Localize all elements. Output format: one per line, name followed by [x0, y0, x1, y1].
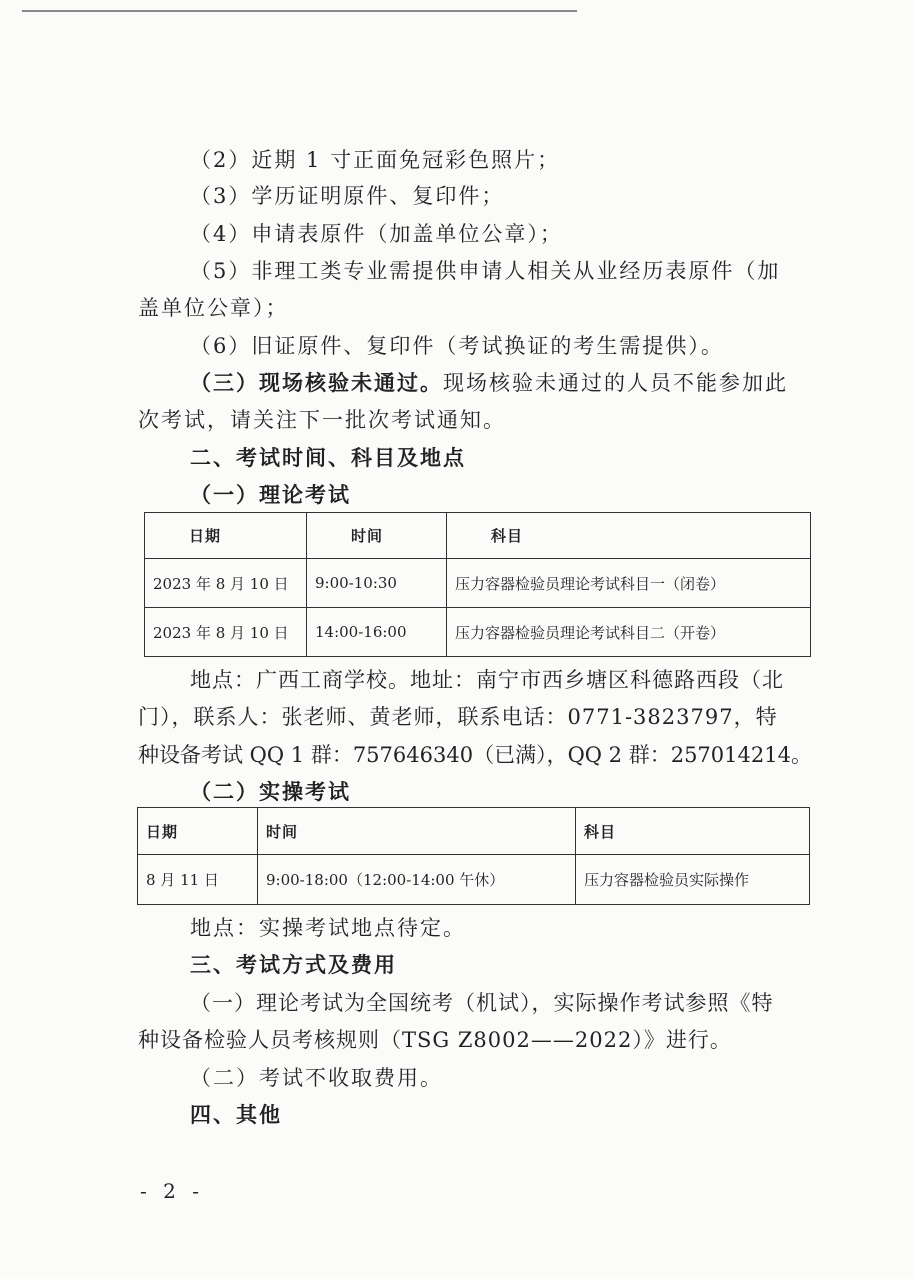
heading-theory-exam: （一）理论考试	[190, 482, 351, 507]
section3-title: （三）现场核验未通过。	[190, 370, 443, 395]
table-row	[138, 855, 810, 905]
cell-date: 2023 年 8 月 10 日	[145, 559, 307, 608]
header-date: 日期	[138, 808, 258, 855]
item-2: （2）近期 1 寸正面免冠彩色照片；	[190, 148, 561, 172]
header-subject: 科目	[576, 808, 810, 855]
header-subject: 科目	[447, 513, 811, 559]
header-time: 时间	[307, 513, 447, 559]
header-time: 时间	[258, 808, 576, 855]
section3-text: 现场核验未通过的人员不能参加此	[443, 371, 788, 395]
header-date: 日期	[145, 513, 307, 559]
cell-date: 2023 年 8 月 10 日	[145, 608, 307, 657]
method-paragraph-line2: 种设备检验人员考核规则（TSG Z8002——2022）》进行。	[138, 1028, 732, 1052]
heading-exam-method: 三、考试方式及费用	[190, 952, 397, 977]
theory-location-line2: 门），联系人：张老师、黄老师，联系电话：0771-3823797，特	[138, 705, 778, 729]
method-fee: （二）考试不收取费用。	[190, 1066, 443, 1090]
theory-location-line1: 地点：广西工商学校。地址：南宁市西乡塘区科德路西段（北	[190, 668, 784, 692]
item-4: （4）申请表原件（加盖单位公章）；	[190, 222, 563, 246]
cell-subject: 压力容器检验员实际操作	[576, 855, 810, 905]
item-3: （3）学历证明原件、复印件；	[190, 184, 505, 208]
section3-paragraph	[190, 368, 788, 398]
practical-location: 地点：实操考试地点待定。	[190, 916, 466, 940]
theory-location-line3: 种设备考试 QQ 1 群：757646340（已满），QQ 2 群：257014214。	[138, 743, 812, 767]
heading-exam-schedule: 二、考试时间、科目及地点	[190, 445, 466, 470]
cell-subject: 压力容器检验员理论考试科目二（开卷）	[447, 608, 811, 657]
page-number: - 2 -	[140, 1179, 204, 1203]
section3-text-line2: 次考试，请关注下一批次考试通知。	[138, 408, 506, 432]
table-row	[145, 608, 811, 657]
cell-date: 8 月 11 日	[138, 855, 258, 905]
top-rule	[22, 10, 577, 12]
cell-time: 9:00-10:30	[307, 559, 447, 608]
item-5-line2: 盖单位公章）；	[138, 296, 289, 320]
practical-exam-table	[137, 807, 810, 905]
table-header-row	[138, 808, 810, 855]
table-row	[145, 559, 811, 608]
item-5-line1: （5）非理工类专业需提供申请人相关从业经历表原件（加	[190, 259, 781, 283]
cell-subject: 压力容器检验员理论考试科目一（闭卷）	[447, 559, 811, 608]
method-paragraph-line1: （一）理论考试为全国统考（机试），实际操作考试参照《特	[190, 991, 774, 1015]
theory-exam-table	[144, 512, 811, 657]
table-header-row	[145, 513, 811, 559]
item-6: （6）旧证原件、复印件（考试换证的考生需提供）。	[190, 334, 724, 358]
heading-practical-exam: （二）实操考试	[190, 779, 351, 804]
cell-time: 9:00-18:00（12:00-14:00 午休）	[258, 855, 576, 905]
heading-other: 四、其他	[190, 1102, 282, 1127]
cell-time: 14:00-16:00	[307, 608, 447, 657]
